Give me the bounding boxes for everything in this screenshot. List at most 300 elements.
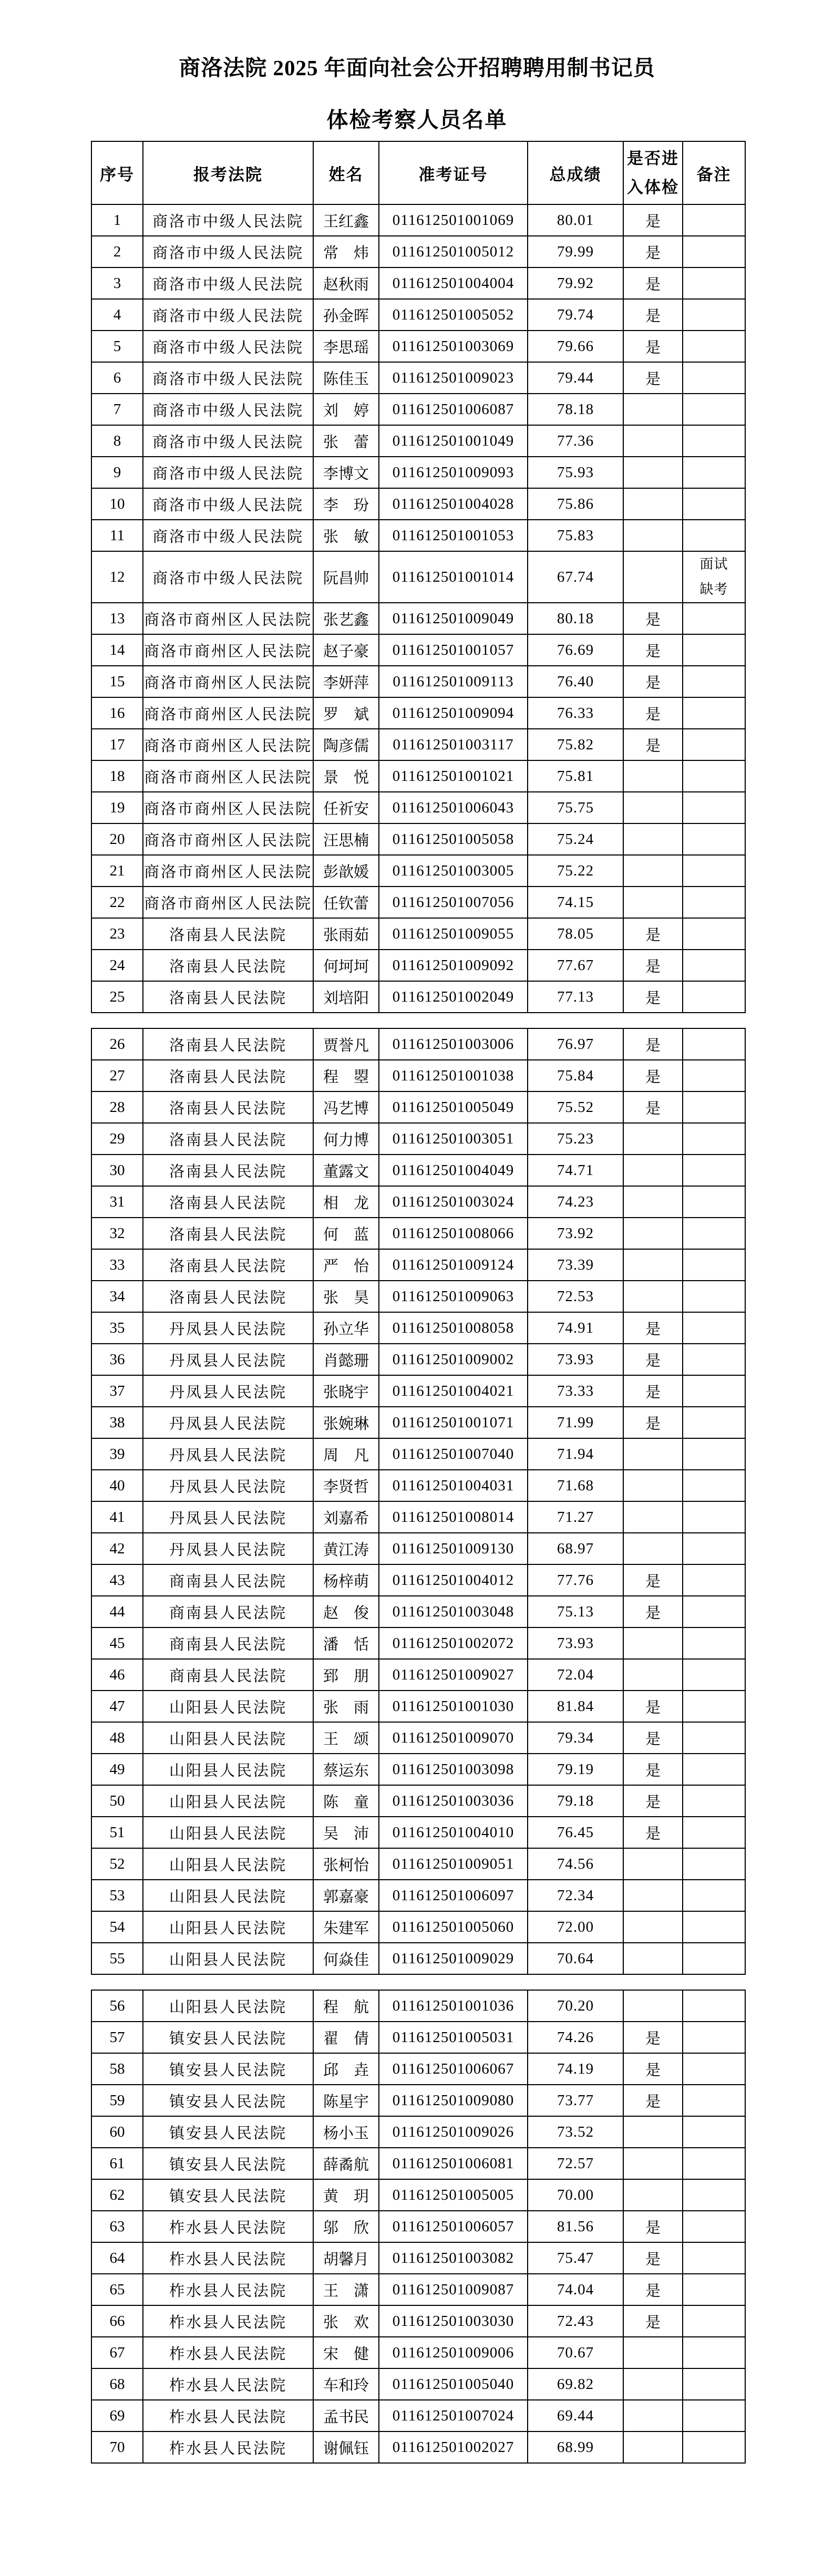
cell-name: 孙金晖: [313, 299, 379, 331]
cell-court: 山阳县人民法院: [143, 1754, 313, 1785]
cell-ticket: 011612501004049: [379, 1155, 528, 1186]
cell-score: 74.19: [528, 2053, 623, 2085]
cell-index: 58: [91, 2053, 143, 2085]
table-row: [91, 520, 745, 551]
cell-court: 山阳县人民法院: [143, 1691, 313, 1722]
cell-index: 54: [91, 1911, 143, 1943]
cell-court: 柞水县人民法院: [143, 2211, 313, 2242]
cell-enter-exam: [623, 2179, 683, 2211]
cell-remark: [683, 2116, 745, 2148]
cell-score: 72.43: [528, 2305, 623, 2337]
cell-name: 任钦蕾: [313, 887, 379, 918]
table-row: [91, 855, 745, 887]
cell-remark: [683, 855, 745, 887]
cell-remark: [683, 603, 745, 634]
cell-index: 42: [91, 1533, 143, 1564]
cell-ticket: 011612501008058: [379, 1312, 528, 1344]
cell-index: 68: [91, 2368, 143, 2400]
cell-ticket: 011612501001071: [379, 1407, 528, 1438]
cell-score: 69.82: [528, 2368, 623, 2400]
cell-name: 薛矞航: [313, 2148, 379, 2179]
cell-remark: [683, 2022, 745, 2053]
cell-remark: [683, 918, 745, 950]
cell-ticket: 011612501009130: [379, 1533, 528, 1564]
cell-remark: [683, 1848, 745, 1880]
cell-score: 75.13: [528, 1596, 623, 1627]
cell-ticket: 011612501009094: [379, 697, 528, 729]
cell-name: 罗 斌: [313, 697, 379, 729]
cell-index: 7: [91, 394, 143, 425]
cell-ticket: 011612501007056: [379, 887, 528, 918]
cell-score: 81.56: [528, 2211, 623, 2242]
cell-ticket: 011612501005031: [379, 2022, 528, 2053]
table-row: [91, 2116, 745, 2148]
cell-score: 79.99: [528, 236, 623, 267]
cell-name: 潘 恬: [313, 1627, 379, 1659]
table-row: [91, 1564, 745, 1596]
cell-index: 2: [91, 236, 143, 267]
cell-enter-exam: [623, 1533, 683, 1564]
table-row: [91, 1943, 745, 1974]
cell-enter-exam: 是: [623, 331, 683, 362]
cell-index: 27: [91, 1060, 143, 1091]
cell-name: 常 炜: [313, 236, 379, 267]
table-row: [91, 2337, 745, 2368]
cell-ticket: 011612501009027: [379, 1659, 528, 1691]
table-row: [91, 666, 745, 697]
cell-name: 黄江涛: [313, 1533, 379, 1564]
cell-score: 71.27: [528, 1501, 623, 1533]
cell-index: 26: [91, 1028, 143, 1060]
cell-ticket: 011612501001053: [379, 520, 528, 551]
cell-ticket: 011612501001030: [379, 1691, 528, 1722]
table-row: [91, 1028, 745, 1060]
cell-ticket: 011612501002027: [379, 2431, 528, 2463]
cell-name: 张 欢: [313, 2305, 379, 2337]
cell-court: 商南县人民法院: [143, 1596, 313, 1627]
cell-ticket: 011612501004031: [379, 1470, 528, 1501]
cell-ticket: 011612501003030: [379, 2305, 528, 2337]
col-header-score: 总成绩: [528, 141, 623, 204]
table-header: [91, 141, 745, 204]
cell-score: 79.74: [528, 299, 623, 331]
cell-name: 陈 童: [313, 1785, 379, 1817]
table-row: [91, 760, 745, 792]
cell-remark: [683, 1218, 745, 1249]
cell-score: 79.92: [528, 267, 623, 299]
cell-score: 73.39: [528, 1249, 623, 1281]
cell-remark: [683, 236, 745, 267]
cell-remark: [683, 1754, 745, 1785]
cell-score: 70.64: [528, 1943, 623, 1974]
roster-table-section-2: [91, 1028, 746, 1975]
table-row: [91, 2400, 745, 2431]
cell-score: 74.56: [528, 1848, 623, 1880]
table-row: [91, 1990, 745, 2022]
cell-enter-exam: [623, 2431, 683, 2463]
cell-index: 35: [91, 1312, 143, 1344]
table-row: [91, 1785, 745, 1817]
cell-remark: [683, 1155, 745, 1186]
cell-remark: [683, 488, 745, 520]
cell-score: 77.67: [528, 950, 623, 981]
cell-name: 陈星宇: [313, 2085, 379, 2116]
cell-index: 9: [91, 457, 143, 488]
cell-enter-exam: [623, 823, 683, 855]
cell-remark: [683, 1060, 745, 1091]
cell-index: 43: [91, 1564, 143, 1596]
cell-score: 74.15: [528, 887, 623, 918]
cell-court: 商洛市中级人民法院: [143, 299, 313, 331]
cell-remark: [683, 634, 745, 666]
cell-court: 商洛市商州区人民法院: [143, 666, 313, 697]
table-row: [91, 2053, 745, 2085]
cell-ticket: 011612501005012: [379, 236, 528, 267]
cell-score: 73.92: [528, 1218, 623, 1249]
cell-score: 76.97: [528, 1028, 623, 1060]
cell-score: 79.18: [528, 1785, 623, 1817]
cell-court: 商南县人民法院: [143, 1564, 313, 1596]
table-row: [91, 331, 745, 362]
cell-name: 孟书民: [313, 2400, 379, 2431]
cell-court: 商洛市中级人民法院: [143, 267, 313, 299]
cell-index: 21: [91, 855, 143, 887]
cell-score: 72.00: [528, 1911, 623, 1943]
table-row: [91, 2022, 745, 2053]
cell-index: 31: [91, 1186, 143, 1218]
cell-enter-exam: [623, 1438, 683, 1470]
cell-remark: [683, 2179, 745, 2211]
cell-score: 80.01: [528, 204, 623, 236]
cell-name: 程 曌: [313, 1060, 379, 1091]
cell-enter-exam: [623, 2116, 683, 2148]
cell-index: 8: [91, 425, 143, 457]
cell-court: 柞水县人民法院: [143, 2400, 313, 2431]
page-subtitle: 体检考察人员名单: [326, 108, 508, 132]
cell-index: 13: [91, 603, 143, 634]
col-header-name: 姓名: [313, 141, 379, 204]
cell-remark: [683, 1123, 745, 1155]
cell-remark: [683, 2053, 745, 2085]
cell-court: 商洛市中级人民法院: [143, 362, 313, 394]
cell-ticket: 011612501004028: [379, 488, 528, 520]
cell-court: 洛南县人民法院: [143, 1091, 313, 1123]
cell-index: 63: [91, 2211, 143, 2242]
cell-remark: [683, 1312, 745, 1344]
cell-index: 44: [91, 1596, 143, 1627]
cell-remark: [683, 1817, 745, 1848]
cell-court: 丹凤县人民法院: [143, 1501, 313, 1533]
page-title: 商洛法院 2025 年面向社会公开招聘聘用制书记员: [179, 56, 655, 80]
cell-court: 商洛市商州区人民法院: [143, 603, 313, 634]
cell-enter-exam: [623, 1155, 683, 1186]
cell-score: 71.94: [528, 1438, 623, 1470]
col-header-index: 序号: [91, 141, 143, 204]
cell-enter-exam: [623, 855, 683, 887]
cell-enter-exam: 是: [623, 267, 683, 299]
cell-remark: [683, 2337, 745, 2368]
cell-index: 64: [91, 2242, 143, 2274]
cell-remark: [683, 1722, 745, 1754]
cell-name: 郅 朋: [313, 1659, 379, 1691]
cell-ticket: 011612501003036: [379, 1785, 528, 1817]
cell-score: 79.34: [528, 1722, 623, 1754]
cell-name: 周 凡: [313, 1438, 379, 1470]
cell-name: 彭歆媛: [313, 855, 379, 887]
table-row: [91, 2148, 745, 2179]
cell-court: 柞水县人民法院: [143, 2368, 313, 2400]
cell-score: 78.18: [528, 394, 623, 425]
cell-ticket: 011612501004004: [379, 267, 528, 299]
cell-name: 李 玢: [313, 488, 379, 520]
cell-index: 60: [91, 2116, 143, 2148]
table-row: [91, 1123, 745, 1155]
cell-ticket: 011612501005052: [379, 299, 528, 331]
table-row: [91, 394, 745, 425]
table-row: [91, 1533, 745, 1564]
table-row: [91, 488, 745, 520]
table-row: [91, 1091, 745, 1123]
cell-ticket: 011612501009063: [379, 1281, 528, 1312]
cell-score: 75.24: [528, 823, 623, 855]
cell-ticket: 011612501005058: [379, 823, 528, 855]
cell-ticket: 011612501003098: [379, 1754, 528, 1785]
table-row: [91, 1848, 745, 1880]
cell-ticket: 011612501003005: [379, 855, 528, 887]
cell-name: 张雨茹: [313, 918, 379, 950]
cell-score: 75.82: [528, 729, 623, 760]
cell-court: 山阳县人民法院: [143, 1911, 313, 1943]
cell-court: 山阳县人民法院: [143, 1848, 313, 1880]
cell-court: 丹凤县人民法院: [143, 1344, 313, 1375]
cell-score: 77.76: [528, 1564, 623, 1596]
table-row: [91, 2179, 745, 2211]
cell-court: 商洛市商州区人民法院: [143, 855, 313, 887]
cell-name: 景 悦: [313, 760, 379, 792]
cell-remark: [683, 2274, 745, 2305]
cell-remark: [683, 1533, 745, 1564]
cell-index: 53: [91, 1880, 143, 1911]
cell-score: 73.93: [528, 1627, 623, 1659]
cell-remark: [683, 2242, 745, 2274]
cell-ticket: 011612501009080: [379, 2085, 528, 2116]
cell-remark: [683, 2431, 745, 2463]
cell-remark: [683, 1438, 745, 1470]
cell-index: 19: [91, 792, 143, 823]
cell-score: 74.23: [528, 1186, 623, 1218]
cell-remark: [683, 1501, 745, 1533]
cell-court: 丹凤县人民法院: [143, 1470, 313, 1501]
cell-ticket: 011612501009124: [379, 1249, 528, 1281]
table-row: [91, 792, 745, 823]
header-row: [91, 141, 745, 204]
cell-name: 吴 沛: [313, 1817, 379, 1848]
cell-index: 67: [91, 2337, 143, 2368]
cell-court: 丹凤县人民法院: [143, 1312, 313, 1344]
cell-remark: [683, 697, 745, 729]
cell-court: 洛南县人民法院: [143, 1028, 313, 1060]
cell-index: 69: [91, 2400, 143, 2431]
cell-index: 38: [91, 1407, 143, 1438]
cell-name: 王 颂: [313, 1722, 379, 1754]
col-header-ticket: 准考证号: [379, 141, 528, 204]
table-row: [91, 2211, 745, 2242]
cell-enter-exam: [623, 425, 683, 457]
table-row: [91, 1470, 745, 1501]
cell-court: 洛南县人民法院: [143, 1060, 313, 1091]
cell-name: 赵 俊: [313, 1596, 379, 1627]
cell-court: 商南县人民法院: [143, 1659, 313, 1691]
cell-index: 33: [91, 1249, 143, 1281]
table-row: [91, 1312, 745, 1344]
table-row: [91, 1218, 745, 1249]
cell-remark: [683, 666, 745, 697]
cell-score: 75.83: [528, 520, 623, 551]
cell-remark: [683, 457, 745, 488]
table-row: [91, 1249, 745, 1281]
cell-court: 商洛市商州区人民法院: [143, 697, 313, 729]
cell-court: 商洛市中级人民法院: [143, 551, 313, 603]
cell-court: 镇安县人民法院: [143, 2116, 313, 2148]
cell-court: 山阳县人民法院: [143, 1943, 313, 1974]
cell-name: 黄 玥: [313, 2179, 379, 2211]
cell-remark: [683, 394, 745, 425]
cell-enter-exam: 是: [623, 697, 683, 729]
cell-ticket: 011612501008066: [379, 1218, 528, 1249]
table-row: [91, 299, 745, 331]
cell-score: 75.86: [528, 488, 623, 520]
cell-enter-exam: 是: [623, 2211, 683, 2242]
col-header-enter-line2: 入体检: [627, 178, 679, 197]
cell-name: 王红鑫: [313, 204, 379, 236]
cell-index: 40: [91, 1470, 143, 1501]
cell-ticket: 011612501009092: [379, 950, 528, 981]
cell-remark: [683, 1596, 745, 1627]
cell-remark: [683, 1344, 745, 1375]
cell-court: 洛南县人民法院: [143, 1218, 313, 1249]
cell-remark: [683, 1186, 745, 1218]
cell-remark: [683, 1249, 745, 1281]
table-row: [91, 425, 745, 457]
cell-enter-exam: 是: [623, 1691, 683, 1722]
cell-index: 46: [91, 1659, 143, 1691]
cell-name: 程 航: [313, 1990, 379, 2022]
cell-enter-exam: 是: [623, 1564, 683, 1596]
cell-name: 张柯怡: [313, 1848, 379, 1880]
cell-court: 柞水县人民法院: [143, 2431, 313, 2463]
cell-court: 丹凤县人民法院: [143, 1438, 313, 1470]
cell-remark: [683, 1281, 745, 1312]
table-body-section-3: [91, 1990, 745, 2463]
cell-name: 胡馨月: [313, 2242, 379, 2274]
cell-enter-exam: [623, 457, 683, 488]
table-row: [91, 1627, 745, 1659]
cell-ticket: 011612501009070: [379, 1722, 528, 1754]
cell-name: 孙立华: [313, 1312, 379, 1344]
cell-enter-exam: [623, 1249, 683, 1281]
cell-enter-exam: 是: [623, 1785, 683, 1817]
table-row: [91, 1407, 745, 1438]
cell-score: 68.99: [528, 2431, 623, 2463]
cell-enter-exam: 是: [623, 2274, 683, 2305]
cell-ticket: 011612501001036: [379, 1990, 528, 2022]
cell-remark: [683, 2368, 745, 2400]
cell-ticket: 011612501009029: [379, 1943, 528, 1974]
cell-score: 71.68: [528, 1470, 623, 1501]
cell-remark: [683, 1785, 745, 1817]
cell-court: 洛南县人民法院: [143, 1281, 313, 1312]
cell-index: 23: [91, 918, 143, 950]
cell-court: 商洛市中级人民法院: [143, 457, 313, 488]
cell-name: 相 龙: [313, 1186, 379, 1218]
cell-remark: [683, 1691, 745, 1722]
cell-score: 75.23: [528, 1123, 623, 1155]
table-row: [91, 551, 745, 603]
table-row: [91, 2368, 745, 2400]
cell-enter-exam: [623, 1880, 683, 1911]
table-row: [91, 823, 745, 855]
cell-court: 商洛市商州区人民法院: [143, 634, 313, 666]
cell-ticket: 011612501006057: [379, 2211, 528, 2242]
cell-name: 车和玲: [313, 2368, 379, 2400]
cell-score: 69.44: [528, 2400, 623, 2431]
cell-remark: [683, 887, 745, 918]
cell-name: 冯艺博: [313, 1091, 379, 1123]
cell-ticket: 011612501009026: [379, 2116, 528, 2148]
cell-enter-exam: [623, 2368, 683, 2400]
cell-enter-exam: 是: [623, 1407, 683, 1438]
col-header-enter-exam: [623, 141, 683, 204]
cell-score: 74.26: [528, 2022, 623, 2053]
cell-score: 78.05: [528, 918, 623, 950]
cell-score: 75.75: [528, 792, 623, 823]
cell-ticket: 011612501009006: [379, 2337, 528, 2368]
table-row: [91, 887, 745, 918]
cell-remark: [683, 1627, 745, 1659]
cell-score: 75.52: [528, 1091, 623, 1123]
cell-index: 29: [91, 1123, 143, 1155]
cell-index: 28: [91, 1091, 143, 1123]
cell-ticket: 011612501009049: [379, 603, 528, 634]
cell-ticket: 011612501007024: [379, 2400, 528, 2431]
cell-name: 刘培阳: [313, 981, 379, 1013]
cell-name: 陶彦儒: [313, 729, 379, 760]
cell-remark: [683, 551, 745, 603]
table-row: [91, 1501, 745, 1533]
cell-remark: [683, 2085, 745, 2116]
cell-enter-exam: 是: [623, 1312, 683, 1344]
cell-enter-exam: [623, 1470, 683, 1501]
cell-name: 何 蓝: [313, 1218, 379, 1249]
cell-name: 刘 婷: [313, 394, 379, 425]
cell-enter-exam: 是: [623, 204, 683, 236]
cell-court: 商洛市商州区人民法院: [143, 887, 313, 918]
cell-name: 何力博: [313, 1123, 379, 1155]
cell-score: 75.84: [528, 1060, 623, 1091]
cell-court: 洛南县人民法院: [143, 1249, 313, 1281]
cell-name: 贾誉凡: [313, 1028, 379, 1060]
table-row: [91, 204, 745, 236]
cell-index: 47: [91, 1691, 143, 1722]
table-row: [91, 981, 745, 1013]
cell-court: 商洛市商州区人民法院: [143, 729, 313, 760]
cell-court: 镇安县人民法院: [143, 2053, 313, 2085]
cell-index: 62: [91, 2179, 143, 2211]
cell-enter-exam: 是: [623, 1091, 683, 1123]
table-row: [91, 236, 745, 267]
col-header-court: 报考法院: [143, 141, 313, 204]
cell-name: 张艺鑫: [313, 603, 379, 634]
